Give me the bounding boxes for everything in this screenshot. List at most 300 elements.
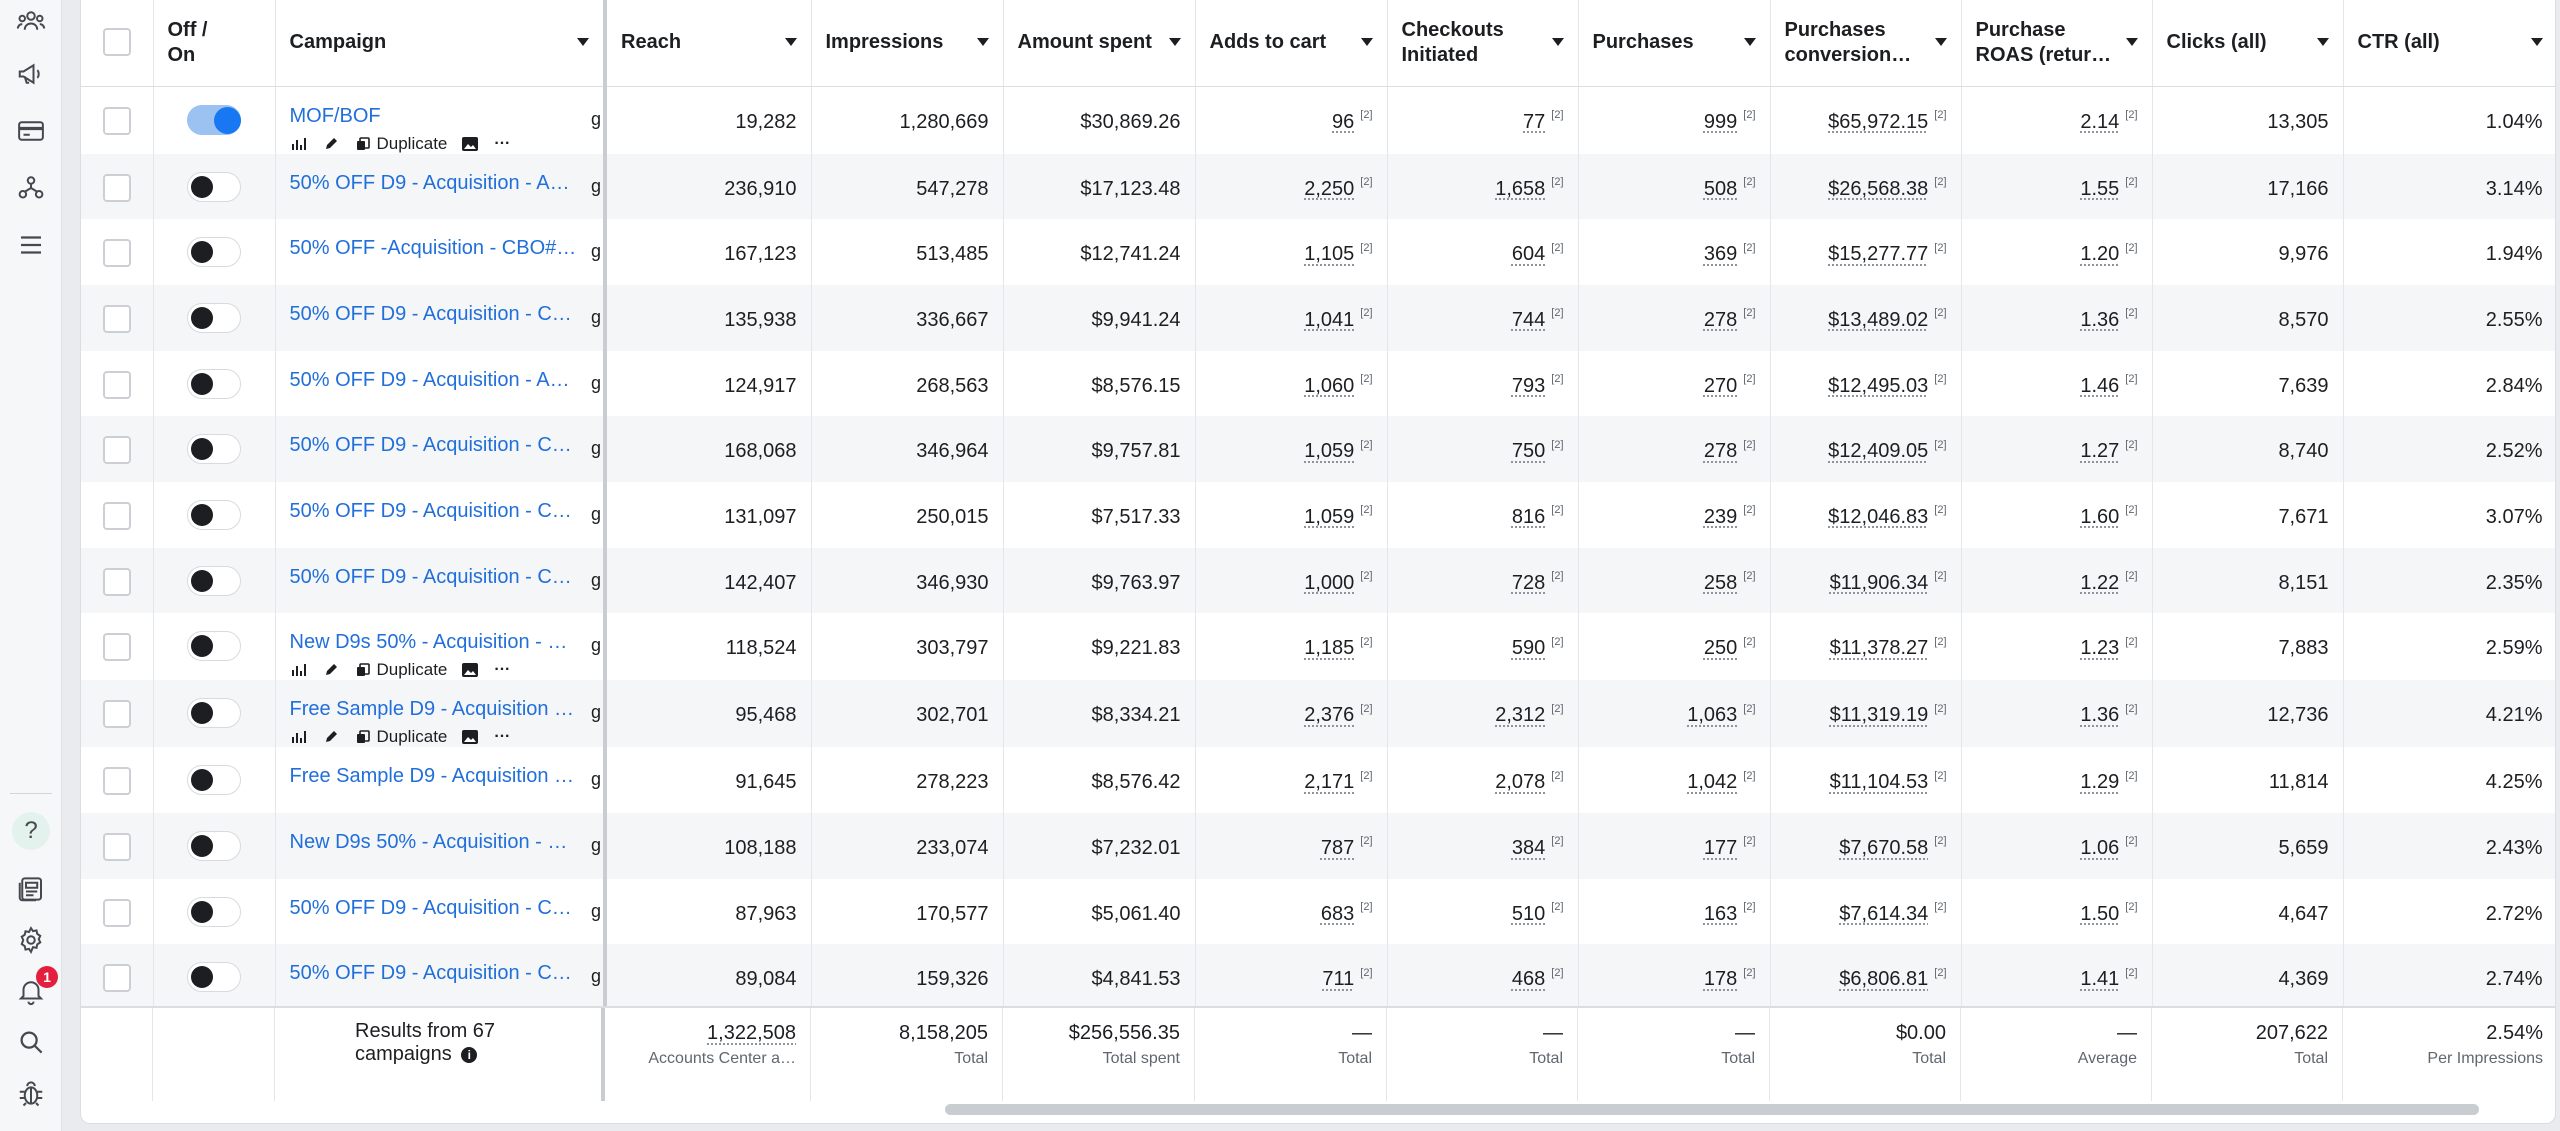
truncation-mark: g bbox=[590, 175, 601, 196]
attribution-marker: [2] bbox=[1360, 438, 1373, 451]
row-checkbox[interactable] bbox=[103, 239, 131, 267]
sort-caret-icon[interactable] bbox=[2317, 38, 2329, 46]
rail-divider bbox=[10, 793, 52, 794]
cell-impressions: 278,223 bbox=[811, 747, 1003, 813]
campaign-name-link[interactable]: 50% OFF D9 - Acquisition - A… bbox=[289, 171, 570, 194]
row-checkbox[interactable] bbox=[103, 633, 131, 661]
cell-ctr: 4.21% bbox=[2343, 680, 2556, 747]
cell-checkouts: 384 [2] bbox=[1387, 813, 1578, 879]
col-header-amount-spent[interactable]: Amount spent bbox=[1003, 0, 1195, 86]
image-icon[interactable] bbox=[461, 728, 479, 746]
bell-icon[interactable] bbox=[12, 969, 51, 1010]
attribution-marker: [2] bbox=[1551, 635, 1564, 648]
attribution-marker: [2] bbox=[1551, 241, 1564, 254]
campaign-on-off-toggle[interactable] bbox=[187, 897, 241, 927]
sort-caret-icon[interactable] bbox=[2531, 38, 2543, 46]
bug-icon[interactable] bbox=[12, 1074, 50, 1112]
col-header-purchases-value[interactable]: Purchases conversion… bbox=[1770, 0, 1961, 86]
col-header-clicks[interactable]: Clicks (all) bbox=[2152, 0, 2343, 86]
cell-impressions: 336,667 bbox=[811, 285, 1003, 351]
cell-clicks: 11,814 bbox=[2152, 747, 2343, 813]
truncation-mark: g bbox=[590, 438, 601, 459]
campaign-name-link[interactable]: 50% OFF D9 - Acquisition - C… bbox=[289, 434, 572, 457]
search-icon[interactable] bbox=[12, 1023, 50, 1061]
cell-impressions: 250,015 bbox=[811, 482, 1003, 548]
attribution-marker: [2] bbox=[1551, 569, 1564, 582]
summary-spacer bbox=[81, 1008, 153, 1101]
more-options-icon[interactable]: ··· bbox=[494, 134, 511, 152]
truncation-mark: g bbox=[590, 702, 601, 723]
edit-pencil-icon[interactable] bbox=[322, 661, 340, 679]
accounts-icon[interactable] bbox=[12, 169, 50, 207]
cell-purchases-value: $12,409.05 [2] bbox=[1770, 416, 1961, 482]
cell-ctr: 2.43% bbox=[2343, 813, 2556, 879]
cell-checkouts: 1,658 [2] bbox=[1387, 154, 1578, 220]
cell-impressions: 547,278 bbox=[811, 154, 1003, 220]
help-icon[interactable]: ? bbox=[12, 812, 50, 850]
edit-pencil-icon[interactable] bbox=[322, 728, 340, 746]
campaign-name-link[interactable]: 50% OFF D9 - Acquisition - C… bbox=[289, 499, 572, 522]
sort-caret-icon[interactable] bbox=[1744, 38, 1756, 46]
cell-purchases-value: $11,104.53 [2] bbox=[1770, 747, 1961, 813]
toggle-knob bbox=[191, 241, 213, 263]
table-row[interactable] bbox=[81, 416, 2556, 482]
cell-purchases: 258 [2] bbox=[1578, 548, 1770, 614]
cell-checkouts: 604 [2] bbox=[1387, 219, 1578, 285]
cell-roas: 1.41 [2] bbox=[1961, 944, 2152, 1010]
cell-amount-spent: $17,123.48 bbox=[1003, 154, 1195, 220]
table-row[interactable] bbox=[81, 351, 2556, 417]
edit-pencil-icon[interactable] bbox=[322, 135, 340, 153]
col-header-reach[interactable]: Reach bbox=[605, 0, 811, 86]
cell-adds-to-cart: 2,171 [2] bbox=[1195, 747, 1387, 813]
row-select-cell bbox=[81, 482, 153, 548]
toggle-knob bbox=[191, 570, 213, 592]
table-row[interactable] bbox=[81, 285, 2556, 351]
summary-ctr: 2.54% Per Impressions bbox=[2427, 1022, 2543, 1067]
cell-clicks: 4,647 bbox=[2152, 879, 2343, 945]
table-row[interactable] bbox=[81, 879, 2556, 945]
campaign-name-cell bbox=[275, 813, 605, 879]
campaign-on-off-toggle[interactable] bbox=[187, 369, 241, 399]
cell-ctr: 2.72% bbox=[2343, 879, 2556, 945]
table-row[interactable] bbox=[81, 86, 2556, 154]
attribution-marker: [2] bbox=[1743, 901, 1756, 914]
attribution-marker: [2] bbox=[2125, 835, 2138, 848]
row-select-cell bbox=[81, 680, 153, 747]
attribution-marker: [2] bbox=[1743, 504, 1756, 517]
cell-amount-spent: $9,221.83 bbox=[1003, 613, 1195, 680]
cell-adds-to-cart: 2,250 [2] bbox=[1195, 154, 1387, 220]
summary-checkouts: — Total bbox=[1387, 1008, 1578, 1101]
attribution-marker: [2] bbox=[1934, 372, 1947, 385]
toggle-knob bbox=[191, 176, 213, 198]
cell-checkouts: 816 [2] bbox=[1387, 482, 1578, 548]
row-actions bbox=[290, 660, 590, 680]
table-row[interactable] bbox=[81, 154, 2556, 220]
cell-clicks: 13,305 bbox=[2152, 86, 2343, 154]
row-actions bbox=[290, 134, 590, 154]
view-charts-icon[interactable] bbox=[290, 661, 308, 679]
row-checkbox[interactable] bbox=[103, 700, 131, 728]
cell-ctr: 2.59% bbox=[2343, 613, 2556, 680]
campaign-on-off-toggle[interactable] bbox=[187, 765, 241, 795]
table-row[interactable] bbox=[81, 548, 2556, 614]
cell-ctr: 2.35% bbox=[2343, 548, 2556, 614]
campaign-name-link[interactable]: 50% OFF D9 - Acquisition - C… bbox=[289, 896, 572, 919]
cell-purchases-value: $65,972.15 [2] bbox=[1770, 86, 1961, 154]
campaign-name-cell bbox=[275, 416, 605, 482]
campaign-name-link[interactable]: 50% OFF D9 - Acquisition - C… bbox=[289, 962, 572, 985]
attribution-marker: [2] bbox=[1551, 108, 1564, 121]
campaign-on-off-toggle[interactable] bbox=[187, 698, 241, 728]
cell-reach: 131,097 bbox=[605, 482, 811, 548]
col-header-adds-to-cart[interactable]: Adds to cart bbox=[1195, 0, 1387, 86]
cell-roas: 1.06 [2] bbox=[1961, 813, 2152, 879]
cell-impressions: 233,074 bbox=[811, 813, 1003, 879]
campaign-name-link[interactable]: 50% OFF D9 - Acquisition - C… bbox=[289, 302, 572, 325]
row-checkbox[interactable] bbox=[103, 436, 131, 464]
attribution-marker: [2] bbox=[1934, 702, 1947, 715]
col-header-roas[interactable]: Purchase ROAS (retur… bbox=[1961, 0, 2152, 86]
cell-ctr: 3.14% bbox=[2343, 154, 2556, 220]
campaign-on-off-toggle[interactable] bbox=[187, 566, 241, 596]
cell-roas: 1.55 [2] bbox=[1961, 154, 2152, 220]
cell-roas: 1.22 [2] bbox=[1961, 548, 2152, 614]
cell-adds-to-cart: 2,376 [2] bbox=[1195, 680, 1387, 747]
truncation-mark: g bbox=[590, 769, 601, 790]
row-toggle-cell bbox=[153, 879, 275, 945]
cell-purchases: 178 [2] bbox=[1578, 944, 1770, 1010]
people-icon[interactable] bbox=[12, 2, 50, 40]
attribution-marker: [2] bbox=[1934, 307, 1947, 320]
table-row[interactable] bbox=[81, 680, 2556, 747]
attribution-marker: [2] bbox=[1743, 702, 1756, 715]
gear-icon[interactable] bbox=[12, 921, 50, 959]
cell-purchases: 508 [2] bbox=[1578, 154, 1770, 220]
campaign-on-off-toggle[interactable] bbox=[187, 500, 241, 530]
campaign-on-off-toggle[interactable] bbox=[187, 237, 241, 267]
truncation-mark: g bbox=[590, 569, 601, 590]
cell-purchases: 163 [2] bbox=[1578, 879, 1770, 945]
campaign-name-link[interactable]: Free Sample D9 - Acquisition … bbox=[289, 698, 575, 721]
cell-adds-to-cart: 787 [2] bbox=[1195, 813, 1387, 879]
image-icon[interactable] bbox=[461, 135, 479, 153]
row-select-cell bbox=[81, 154, 153, 220]
table-body bbox=[81, 86, 2556, 1010]
table-row[interactable] bbox=[81, 219, 2556, 285]
attribution-marker: [2] bbox=[1743, 835, 1756, 848]
image-icon[interactable] bbox=[461, 661, 479, 679]
attribution-marker: [2] bbox=[1551, 372, 1564, 385]
attribution-marker: [2] bbox=[1551, 438, 1564, 451]
table-row[interactable] bbox=[81, 613, 2556, 680]
row-select-cell bbox=[81, 285, 153, 351]
cell-amount-spent: $12,741.24 bbox=[1003, 219, 1195, 285]
sort-caret-icon[interactable] bbox=[577, 38, 589, 46]
row-select-cell bbox=[81, 613, 153, 680]
row-checkbox[interactable] bbox=[103, 964, 131, 992]
more-options-icon[interactable]: ··· bbox=[494, 661, 511, 679]
col-header-impressions[interactable]: Impressions bbox=[811, 0, 1003, 86]
attribution-marker: [2] bbox=[2125, 175, 2138, 188]
campaigns-table-card bbox=[80, 0, 2556, 1124]
col-header-checkouts[interactable]: Checkouts Initiated bbox=[1387, 0, 1578, 86]
toggle-knob bbox=[191, 835, 213, 857]
row-toggle-cell bbox=[153, 813, 275, 879]
campaign-on-off-toggle[interactable] bbox=[187, 962, 241, 992]
cell-clicks: 4,369 bbox=[2152, 944, 2343, 1010]
cell-clicks: 5,659 bbox=[2152, 813, 2343, 879]
row-checkbox[interactable] bbox=[103, 174, 131, 202]
attribution-marker: [2] bbox=[1360, 307, 1373, 320]
cell-amount-spent: $7,517.33 bbox=[1003, 482, 1195, 548]
col-header-purchases[interactable]: Purchases bbox=[1578, 0, 1770, 86]
cell-roas: 1.50 [2] bbox=[1961, 879, 2152, 945]
row-toggle-cell bbox=[153, 482, 275, 548]
row-checkbox[interactable] bbox=[103, 502, 131, 530]
campaign-name-link[interactable]: 50% OFF D9 - Acquisition - A… bbox=[289, 368, 570, 391]
row-toggle-cell bbox=[153, 86, 275, 154]
attribution-marker: [2] bbox=[1360, 702, 1373, 715]
campaign-name-cell bbox=[275, 482, 605, 548]
cell-checkouts: 590 [2] bbox=[1387, 613, 1578, 680]
cell-purchases-value: $11,319.19 [2] bbox=[1770, 680, 1961, 747]
attribution-marker: [2] bbox=[1360, 569, 1373, 582]
megaphone-icon[interactable] bbox=[12, 55, 50, 93]
cell-reach: 91,645 bbox=[605, 747, 811, 813]
row-toggle-cell bbox=[153, 154, 275, 220]
truncation-mark: g bbox=[590, 503, 601, 524]
cell-checkouts: 2,312 [2] bbox=[1387, 680, 1578, 747]
row-checkbox[interactable] bbox=[103, 899, 131, 927]
attribution-marker: [2] bbox=[1743, 769, 1756, 782]
sort-caret-icon[interactable] bbox=[1935, 38, 1947, 46]
toggle-knob bbox=[191, 438, 213, 460]
truncation-mark: g bbox=[590, 241, 601, 262]
cell-adds-to-cart: 683 [2] bbox=[1195, 879, 1387, 945]
attribution-marker: [2] bbox=[1743, 175, 1756, 188]
attribution-marker: [2] bbox=[1551, 769, 1564, 782]
cell-impressions: 268,563 bbox=[811, 351, 1003, 417]
duplicate-label: Duplicate bbox=[376, 660, 448, 680]
attribution-marker: [2] bbox=[2125, 769, 2138, 782]
duplicate-button[interactable] bbox=[354, 660, 448, 680]
select-all-checkbox[interactable] bbox=[103, 28, 131, 56]
cell-roas: 1.36 [2] bbox=[1961, 285, 2152, 351]
attribution-marker: [2] bbox=[1360, 769, 1373, 782]
cell-purchases-value: $13,489.02 [2] bbox=[1770, 285, 1961, 351]
cell-roas: 1.20 [2] bbox=[1961, 219, 2152, 285]
campaign-name-link[interactable]: Free Sample D9 - Acquisition … bbox=[289, 765, 575, 788]
summary-clicks: 207,622 Total bbox=[2152, 1008, 2343, 1101]
view-charts-icon[interactable] bbox=[290, 135, 308, 153]
table-row[interactable] bbox=[81, 944, 2556, 1010]
cell-checkouts: 793 [2] bbox=[1387, 351, 1578, 417]
cell-reach: 89,084 bbox=[605, 944, 811, 1010]
row-checkbox[interactable] bbox=[103, 305, 131, 333]
attribution-marker: [2] bbox=[2125, 307, 2138, 320]
row-select-cell bbox=[81, 747, 153, 813]
row-toggle-cell bbox=[153, 613, 275, 680]
row-select-cell bbox=[81, 86, 153, 154]
attribution-marker: [2] bbox=[1360, 901, 1373, 914]
sort-caret-icon[interactable] bbox=[785, 38, 797, 46]
cell-roas: 1.46 [2] bbox=[1961, 351, 2152, 417]
view-charts-icon[interactable] bbox=[290, 728, 308, 746]
row-toggle-cell bbox=[153, 680, 275, 747]
cell-purchases-value: $12,046.83 [2] bbox=[1770, 482, 1961, 548]
attribution-marker: [2] bbox=[1743, 241, 1756, 254]
attribution-marker: [2] bbox=[1551, 901, 1564, 914]
cell-ctr: 2.84% bbox=[2343, 351, 2556, 417]
attribution-marker: [2] bbox=[1551, 175, 1564, 188]
cell-amount-spent: $9,941.24 bbox=[1003, 285, 1195, 351]
cell-impressions: 513,485 bbox=[811, 219, 1003, 285]
cell-purchases: 1,042 [2] bbox=[1578, 747, 1770, 813]
duplicate-button[interactable] bbox=[354, 134, 448, 154]
cell-ctr: 1.94% bbox=[2343, 219, 2556, 285]
row-checkbox[interactable] bbox=[103, 833, 131, 861]
campaign-name-link[interactable]: New D9s 50% - Acquisition - … bbox=[289, 631, 568, 654]
row-select-cell bbox=[81, 813, 153, 879]
sort-caret-icon[interactable] bbox=[1169, 38, 1181, 46]
horizontal-scrollbar[interactable] bbox=[945, 1104, 2479, 1115]
card-icon[interactable] bbox=[12, 112, 50, 150]
duplicate-icon bbox=[354, 135, 372, 153]
attribution-marker: [2] bbox=[1934, 438, 1947, 451]
cell-reach: 168,068 bbox=[605, 416, 811, 482]
cell-roas: 1.27 [2] bbox=[1961, 416, 2152, 482]
cell-adds-to-cart: 1,185 [2] bbox=[1195, 613, 1387, 680]
table-row[interactable] bbox=[81, 482, 2556, 548]
truncation-mark: g bbox=[590, 966, 601, 987]
attribution-marker: [2] bbox=[2125, 966, 2138, 979]
attribution-marker: [2] bbox=[2125, 702, 2138, 715]
campaign-name-cell bbox=[275, 285, 605, 351]
cell-reach: 135,938 bbox=[605, 285, 811, 351]
campaign-on-off-toggle[interactable] bbox=[187, 434, 241, 464]
summary-lead-text: Results from 67 campaigns bbox=[355, 1020, 496, 1065]
campaign-on-off-toggle[interactable] bbox=[187, 105, 241, 135]
campaign-on-off-toggle[interactable] bbox=[187, 172, 241, 202]
col-header-campaign[interactable]: Campaign bbox=[275, 0, 605, 86]
duplicate-label: Duplicate bbox=[376, 727, 448, 747]
row-select-cell bbox=[81, 416, 153, 482]
cell-clicks: 12,736 bbox=[2152, 680, 2343, 747]
toggle-knob bbox=[191, 966, 213, 988]
row-toggle-cell bbox=[153, 351, 275, 417]
campaign-on-off-toggle[interactable] bbox=[187, 631, 241, 661]
cell-clicks: 7,883 bbox=[2152, 613, 2343, 680]
campaign-name-cell bbox=[275, 548, 605, 614]
cell-amount-spent: $8,576.15 bbox=[1003, 351, 1195, 417]
cell-adds-to-cart: 711 [2] bbox=[1195, 944, 1387, 1010]
attribution-marker: [2] bbox=[1743, 569, 1756, 582]
row-toggle-cell bbox=[153, 944, 275, 1010]
attribution-marker: [2] bbox=[1934, 901, 1947, 914]
attribution-marker: [2] bbox=[2125, 108, 2138, 121]
attribution-marker: [2] bbox=[1360, 372, 1373, 385]
attribution-marker: [2] bbox=[2125, 241, 2138, 254]
row-checkbox[interactable] bbox=[103, 767, 131, 795]
row-checkbox[interactable] bbox=[103, 371, 131, 399]
row-checkbox[interactable] bbox=[103, 568, 131, 596]
cell-purchases-value: $15,277.77 [2] bbox=[1770, 219, 1961, 285]
attribution-marker: [2] bbox=[2125, 372, 2138, 385]
left-nav-rail bbox=[0, 0, 62, 1131]
cell-amount-spent: $8,334.21 bbox=[1003, 680, 1195, 747]
campaign-name-link[interactable]: MOF/BOF bbox=[289, 104, 381, 127]
toggle-knob bbox=[191, 635, 213, 657]
table-row[interactable] bbox=[81, 813, 2556, 879]
campaign-name-link[interactable]: 50% OFF -Acquisition - CBO#… bbox=[289, 237, 577, 260]
campaign-name-cell bbox=[275, 879, 605, 945]
row-toggle-cell bbox=[153, 747, 275, 813]
cell-clicks: 8,151 bbox=[2152, 548, 2343, 614]
table-header-row bbox=[81, 0, 2556, 86]
menu-icon[interactable] bbox=[12, 226, 50, 264]
summary-spacer bbox=[153, 1008, 275, 1101]
attribution-marker: [2] bbox=[1743, 438, 1756, 451]
pages-icon[interactable] bbox=[12, 870, 50, 908]
cell-amount-spent: $9,763.97 bbox=[1003, 548, 1195, 614]
cell-purchases: 177 [2] bbox=[1578, 813, 1770, 879]
attribution-marker: [2] bbox=[1551, 504, 1564, 517]
attribution-marker: [2] bbox=[1360, 175, 1373, 188]
campaign-name-link[interactable]: New D9s 50% - Acquisition - … bbox=[289, 831, 568, 853]
col-header-ctr[interactable]: CTR (all) bbox=[2343, 0, 2556, 86]
sort-caret-icon[interactable] bbox=[1361, 38, 1373, 46]
table-row[interactable] bbox=[81, 747, 2556, 813]
campaign-name-cell bbox=[275, 613, 605, 680]
summary-spent: $256,556.35 Total spent bbox=[1003, 1008, 1195, 1101]
summary-value: $0.00 Total bbox=[1770, 1008, 1961, 1101]
sort-caret-icon[interactable] bbox=[977, 38, 989, 46]
duplicate-button[interactable] bbox=[354, 727, 448, 747]
info-icon[interactable]: i bbox=[461, 1047, 477, 1063]
more-options-icon[interactable]: ··· bbox=[494, 728, 511, 746]
attribution-marker: [2] bbox=[1551, 702, 1564, 715]
cell-ctr: 2.74% bbox=[2343, 944, 2556, 1010]
campaign-on-off-toggle[interactable] bbox=[187, 303, 241, 333]
truncation-mark: g bbox=[590, 306, 601, 327]
cell-reach: 108,188 bbox=[605, 813, 811, 879]
row-checkbox[interactable] bbox=[103, 107, 131, 135]
campaign-name-cell bbox=[275, 944, 605, 1010]
campaign-name-cell bbox=[275, 86, 605, 154]
summary-reach: 1,322,508 Accounts Center a… bbox=[605, 1008, 811, 1101]
cell-roas: 1.29 [2] bbox=[1961, 747, 2152, 813]
campaign-name-link[interactable]: 50% OFF D9 - Acquisition - C… bbox=[289, 565, 572, 588]
toggle-knob bbox=[191, 504, 213, 526]
cell-amount-spent: $30,869.26 bbox=[1003, 86, 1195, 154]
truncation-mark: g bbox=[590, 372, 601, 393]
row-actions bbox=[290, 727, 590, 747]
campaign-on-off-toggle[interactable] bbox=[187, 831, 241, 861]
duplicate-icon bbox=[354, 728, 372, 746]
summary-roas: — Average bbox=[1961, 1008, 2152, 1101]
summary-purchases: — Total bbox=[1578, 1008, 1770, 1101]
attribution-marker: [2] bbox=[1743, 372, 1756, 385]
cell-clicks: 8,740 bbox=[2152, 416, 2343, 482]
attribution-marker: [2] bbox=[1360, 504, 1373, 517]
sort-caret-icon[interactable] bbox=[1552, 38, 1564, 46]
attribution-marker: [2] bbox=[1743, 635, 1756, 648]
truncation-mark: g bbox=[590, 835, 601, 855]
attribution-marker: [2] bbox=[2125, 438, 2138, 451]
sort-caret-icon[interactable] bbox=[2126, 38, 2138, 46]
